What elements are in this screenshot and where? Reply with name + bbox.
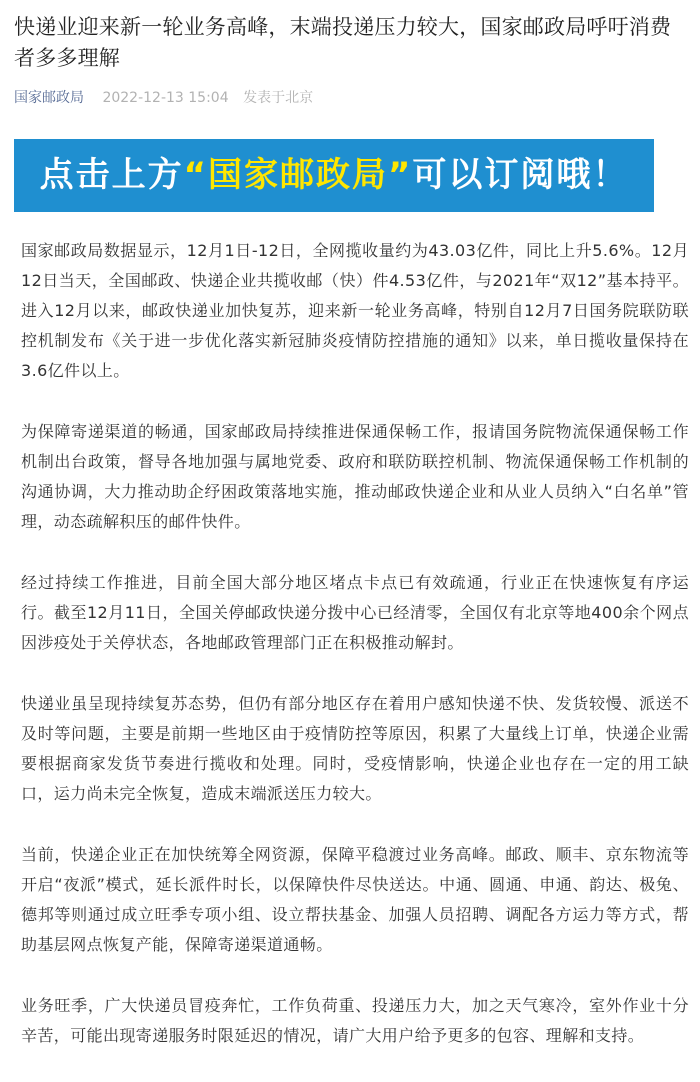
banner-text-part2: 可以订阅哦！ [412,155,629,195]
paragraph-5: 当前，快递企业正在加快统筹全网资源，保障平稳渡过业务高峰。邮政、顺丰、京东物流等开启“夜派”模式，延长派件时长，以保障快件尽快送达。中通、圆通、申通、韵达、极兔、德邦等则通过成立旺季专项小组、设立帮扶基金、加强人员招聘、调配各方运力等方式，帮助基层网点恢复产能，保障寄递渠道通畅。 [21,845,689,954]
publish-location: 发表于北京 [243,90,314,106]
paragraph-6: 业务旺季，广大快递员冒疫奔忙，工作负荷重、投递压力大，加之天气寒冷，室外作业十分辛苦，可能出现寄递服务时限延迟的情况，请广大用户给予更多的包容、理解和支持。 [21,996,689,1045]
paragraph-4: 快递业虽呈现持续复苏态势，但仍有部分地区存在着用户感知快递不快、发货较慢、派送不及时等问题，主要是前期一些地区由于疫情防控等原因，积累了大量线上订单，快递企业需要根据商家发货节奏进行揽收和处理。同时，受疫情影响，快递企业也存在一定的用工缺口，运力尚未完全恢复，造成末端派送压力较大。 [21,694,689,803]
banner-text-highlight: “国家邮政局” [183,155,413,195]
article-body [21,236,689,1082]
subscribe-banner-text [14,139,654,212]
article-meta [14,88,313,108]
article-title: 快递业迎来新一轮业务高峰，末端投递压力较大，国家邮政局呼吁消费者多多理解 [14,15,672,70]
subscribe-banner[interactable] [14,139,654,212]
publish-date: 2022-12-13 15:04 [102,90,229,106]
paragraph-2: 为保障寄递渠道的畅通，国家邮政局持续推进保通保畅工作，报请国务院物流保通保畅工作机制出台政策，督导各地加强与属地党委、政府和联防联控机制、物流保通保畅工作机制的沟通协调，大力推动助企纾困政策落地实施，推动邮政快递企业和从业人员纳入“白名单”管理，动态疏解积压的邮件快件。 [21,422,689,531]
account-name-link[interactable]: 国家邮政局 [14,90,84,106]
paragraph-3: 经过持续工作推进，目前全国大部分地区堵点卡点已有效疏通，行业正在快速恢复有序运行。截至12月11日，全国关停邮政快递分拨中心已经清零，全国仅有北京等地400余个网点因涉疫处于关停状态，各地邮政管理部门正在积极推动解封。 [21,573,689,652]
banner-text-part1: 点击上方 [39,155,184,195]
paragraph-1: 国家邮政局数据显示，12月1日-12日，全网揽收量约为43.03亿件，同比上升5.6%。12月12日当天，全国邮政、快递企业共揽收邮（快）件4.53亿件，与2021年“双12”基本持平。进入12月以来，邮政快递业加快复苏，迎来新一轮业务高峰，特别自12月7日国务院联防联控机制发布《关于进一步优化落实新冠肺炎疫情防控措施的通知》以来，单日揽收量保持在3.6亿件以上。 [21,241,689,380]
